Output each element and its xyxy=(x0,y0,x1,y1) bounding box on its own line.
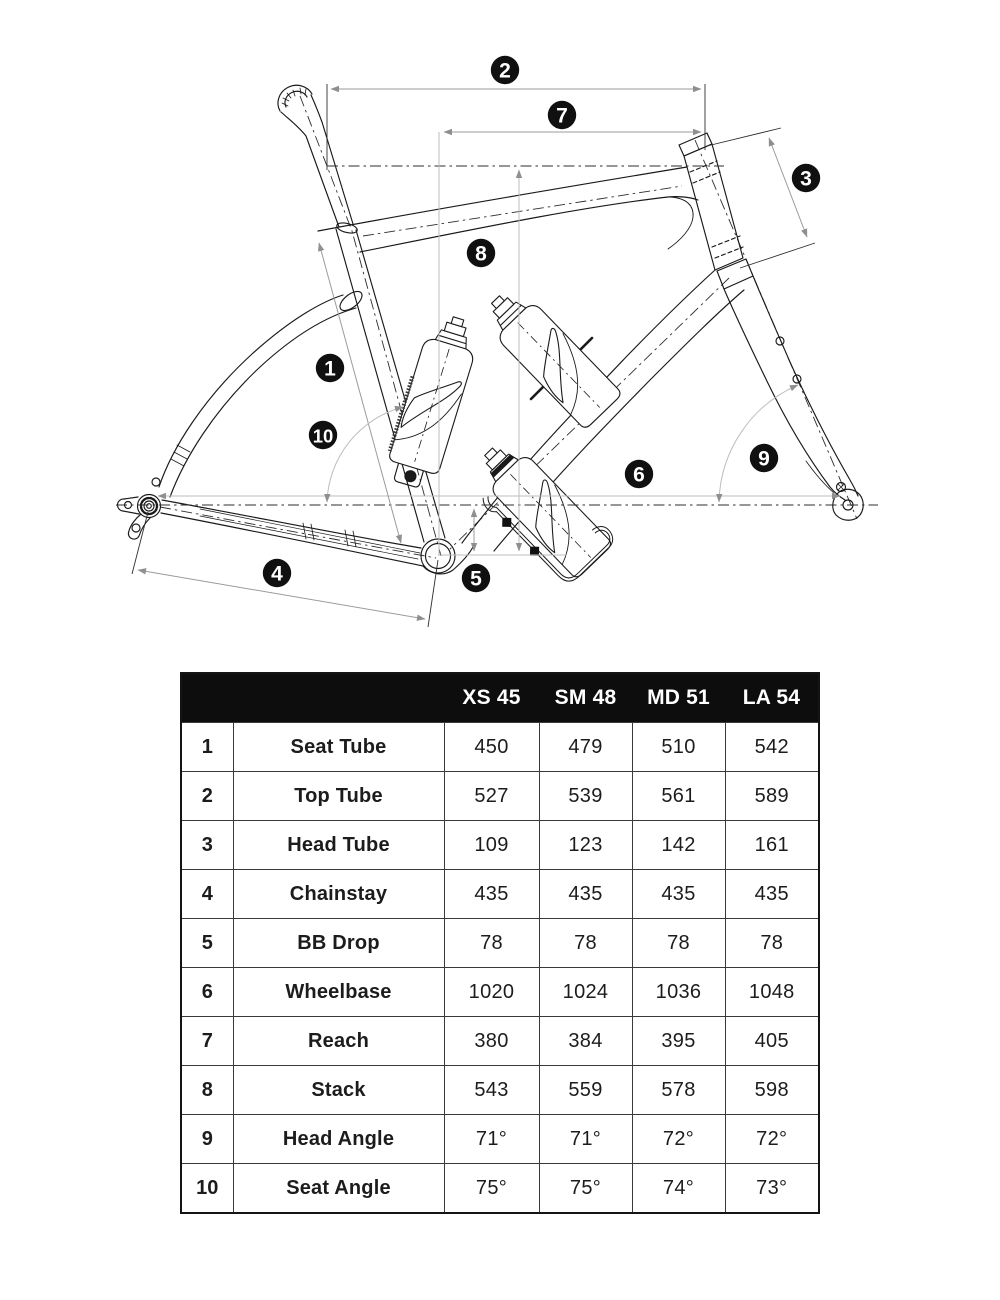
value-cell: 559 xyxy=(539,1066,632,1115)
value-cell: 542 xyxy=(725,723,819,772)
value-cell: 71° xyxy=(444,1115,539,1164)
dimension-label: Stack xyxy=(233,1066,444,1115)
dimension-label: Top Tube xyxy=(233,772,444,821)
toptube-axis-line xyxy=(363,186,682,236)
size-header-xs: XS 45 xyxy=(444,673,539,723)
value-cell: 539 xyxy=(539,772,632,821)
rear-dropout xyxy=(117,495,160,540)
svg-text:7: 7 xyxy=(556,104,568,128)
size-header-la: LA 54 xyxy=(725,673,819,723)
svg-text:1: 1 xyxy=(324,357,336,381)
callout-3 xyxy=(792,164,820,192)
table-row xyxy=(181,723,819,772)
table-row xyxy=(181,1066,819,1115)
value-cell: 78 xyxy=(632,919,725,968)
size-header-row xyxy=(181,673,819,723)
row-number: 2 xyxy=(181,772,233,821)
value-cell: 1024 xyxy=(539,968,632,1017)
frame-drawing xyxy=(117,85,863,574)
value-cell: 435 xyxy=(539,870,632,919)
header-spacer-num xyxy=(181,673,233,723)
row-number: 5 xyxy=(181,919,233,968)
value-cell: 75° xyxy=(539,1164,632,1214)
callout-2 xyxy=(491,56,519,84)
dimension-label: Head Tube xyxy=(233,821,444,870)
seat-axis-line xyxy=(300,96,441,556)
callout-6 xyxy=(625,460,653,488)
dimension-label: Reach xyxy=(233,1017,444,1066)
value-cell: 74° xyxy=(632,1164,725,1214)
dimension-label: Head Angle xyxy=(233,1115,444,1164)
value-cell: 78 xyxy=(725,919,819,968)
value-cell: 1020 xyxy=(444,968,539,1017)
chainstay-axis-line xyxy=(160,507,436,558)
value-cell: 527 xyxy=(444,772,539,821)
value-cell: 510 xyxy=(632,723,725,772)
callout-5 xyxy=(462,564,490,592)
svg-text:2: 2 xyxy=(499,59,511,83)
table-row xyxy=(181,772,819,821)
under-tube-bottle xyxy=(470,434,613,579)
geometry-table xyxy=(180,672,820,1214)
value-cell: 78 xyxy=(539,919,632,968)
table-row xyxy=(181,1115,819,1164)
value-cell: 561 xyxy=(632,772,725,821)
value-cell: 73° xyxy=(725,1164,819,1214)
callout-8 xyxy=(467,239,495,267)
value-cell: 109 xyxy=(444,821,539,870)
header-spacer-label xyxy=(233,673,444,723)
callout-1 xyxy=(316,354,344,382)
svg-text:4: 4 xyxy=(271,562,283,586)
table-row xyxy=(181,821,819,870)
size-header-sm: SM 48 xyxy=(539,673,632,723)
value-cell: 161 xyxy=(725,821,819,870)
down-tube-bottle xyxy=(477,282,623,430)
row-number: 3 xyxy=(181,821,233,870)
seatpost xyxy=(281,95,353,227)
value-cell: 123 xyxy=(539,821,632,870)
table-row xyxy=(181,1164,819,1214)
table-row xyxy=(181,870,819,919)
head-tube xyxy=(679,133,753,289)
row-number: 8 xyxy=(181,1066,233,1115)
svg-text:9: 9 xyxy=(758,447,770,471)
value-cell: 72° xyxy=(725,1115,819,1164)
svg-text:6: 6 xyxy=(633,463,645,487)
table-row xyxy=(181,919,819,968)
dimension-label: BB Drop xyxy=(233,919,444,968)
dimension-label: Seat Angle xyxy=(233,1164,444,1214)
value-cell: 435 xyxy=(632,870,725,919)
value-cell: 1048 xyxy=(725,968,819,1017)
callout-4 xyxy=(263,559,291,587)
svg-text:8: 8 xyxy=(475,242,487,266)
dimension-label: Seat Tube xyxy=(233,723,444,772)
seat-tube-bottle xyxy=(388,311,483,475)
seat-stay xyxy=(152,288,365,497)
svg-text:5: 5 xyxy=(470,567,482,591)
value-cell: 543 xyxy=(444,1066,539,1115)
value-cell: 75° xyxy=(444,1164,539,1214)
value-cell: 72° xyxy=(632,1115,725,1164)
table-row xyxy=(181,1017,819,1066)
value-cell: 71° xyxy=(539,1115,632,1164)
value-cell: 435 xyxy=(444,870,539,919)
row-number: 1 xyxy=(181,723,233,772)
svg-text:10: 10 xyxy=(312,425,334,447)
row-number: 9 xyxy=(181,1115,233,1164)
top-tube xyxy=(318,167,698,252)
chainstay xyxy=(161,500,423,566)
value-cell: 384 xyxy=(539,1017,632,1066)
dim-seat-tube xyxy=(319,243,401,543)
callout-9 xyxy=(750,444,778,472)
value-cell: 435 xyxy=(725,870,819,919)
value-cell: 395 xyxy=(632,1017,725,1066)
callout-10 xyxy=(309,421,337,449)
table-row xyxy=(181,968,819,1017)
arc-head-angle xyxy=(719,385,798,502)
svg-text:3: 3 xyxy=(800,167,812,191)
value-cell: 589 xyxy=(725,772,819,821)
value-cell: 405 xyxy=(725,1017,819,1066)
seatpost-clamp xyxy=(278,85,312,111)
row-number: 7 xyxy=(181,1017,233,1066)
value-cell: 598 xyxy=(725,1066,819,1115)
dimension-lines xyxy=(138,89,840,619)
row-number: 6 xyxy=(181,968,233,1017)
value-cell: 78 xyxy=(444,919,539,968)
value-cell: 450 xyxy=(444,723,539,772)
value-cell: 142 xyxy=(632,821,725,870)
value-cell: 380 xyxy=(444,1017,539,1066)
row-number: 10 xyxy=(181,1164,233,1214)
value-cell: 1036 xyxy=(632,968,725,1017)
size-header-md: MD 51 xyxy=(632,673,725,723)
water-bottles xyxy=(388,282,623,591)
value-cell: 578 xyxy=(632,1066,725,1115)
dimension-label: Chainstay xyxy=(233,870,444,919)
dimension-label: Wheelbase xyxy=(233,968,444,1017)
row-number: 4 xyxy=(181,870,233,919)
callout-7 xyxy=(548,101,576,129)
value-cell: 479 xyxy=(539,723,632,772)
